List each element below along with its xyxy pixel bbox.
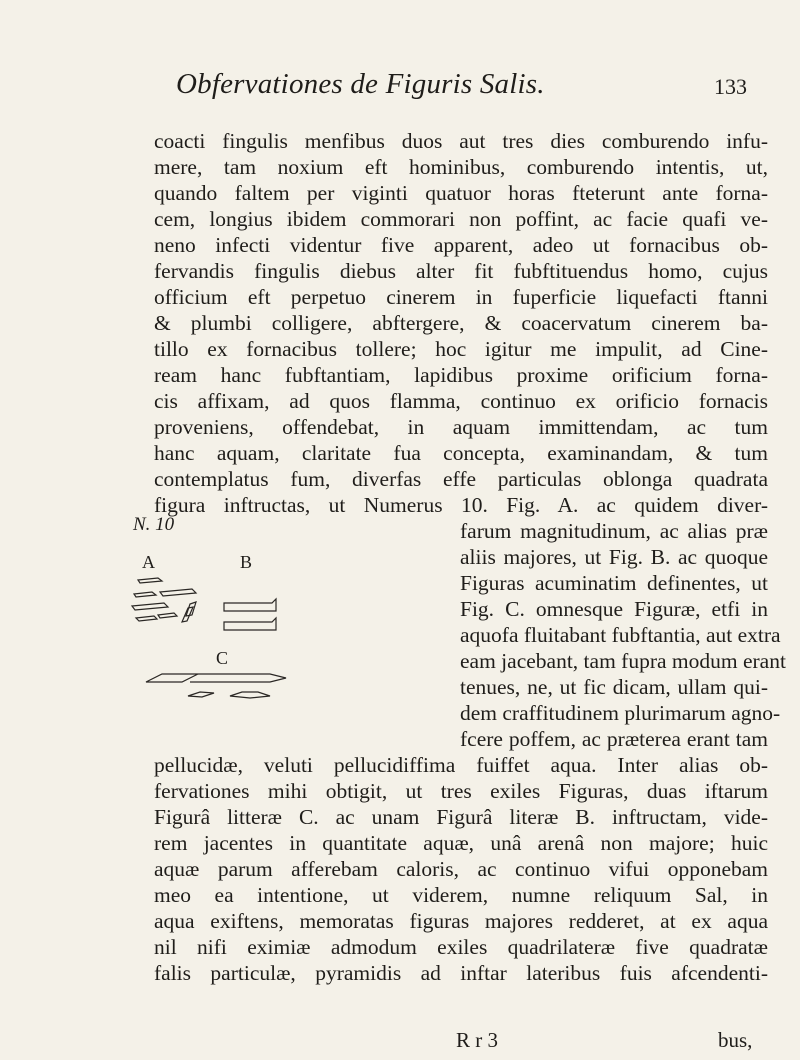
text-line: proveniens, offendebat, in aquam immittendam, ac tum — [154, 415, 768, 439]
figure-label-c: C — [216, 648, 229, 668]
text-line: Fig. C. omnesque Figuræ, etfi in — [460, 597, 768, 621]
running-title: Obfervationes de Figuris Salis. — [176, 68, 545, 100]
text-line: tenues, ne, ut fic dicam, ullam qui- — [460, 675, 768, 699]
text-line: aquofa fluitabant fubftantia, aut extra — [460, 623, 781, 647]
text-line: pellucidæ, veluti pellucidiffima fuiffet aqua. Inter alias ob- — [154, 753, 768, 777]
text-line: eam jacebant, tam fupra modum erant — [460, 649, 786, 673]
text-line: quando faltem per viginti quatuor horas fteterunt ante forna- — [154, 181, 768, 205]
salt-figure-illustration — [130, 530, 460, 700]
text-line: fervandis fingulis diebus alter fit fubftituendus homo, cujus — [154, 259, 768, 283]
text-line: dem craffitudinem plurimarum agno- — [460, 701, 781, 725]
text-line: & plumbi colligere, abftergere, & coacervatum cinerem ba- — [154, 311, 768, 335]
signature-mark: R r 3 — [456, 1028, 498, 1052]
text-line: nil nifi eximiæ admodum exiles quadrilateræ five quadratæ — [154, 935, 768, 959]
figure-label-a: A — [142, 552, 155, 572]
text-line: Figuras acuminatim definentes, ut — [460, 571, 768, 595]
text-line: aliis majores, ut Fig. B. ac quoque — [460, 545, 768, 569]
text-line: ream hanc fubftantiam, lapidibus proxime orificium forna- — [154, 363, 768, 387]
figure-label-b: B — [240, 552, 253, 572]
text-line: officium eft perpetuo cinerem in fuperficie liquefacti ftanni — [154, 285, 768, 309]
crystal-drawings — [130, 530, 460, 700]
page-number: 133 — [714, 74, 747, 99]
text-line: tillo ex fornacibus tollere; hoc igitur me impulit, ad Cine- — [154, 337, 768, 361]
text-line: meo ea intentione, ut viderem, numne reliquum Sal, in — [154, 883, 768, 907]
text-line: hanc aquam, claritate fua concepta, examinandam, & tum — [154, 441, 768, 465]
text-line: Figurâ litteræ C. ac unam Figurâ literæ B. inftructam, vide- — [154, 805, 768, 829]
text-line: fervationes mihi obtigit, ut tres exiles Figuras, duas iftarum — [154, 779, 768, 803]
margin-note: N. 10 — [133, 514, 175, 535]
text-line: farum magnitudinum, ac alias præ — [460, 519, 768, 543]
text-line: mere, tam noxium eft hominibus, comburendo intentis, ut, — [154, 155, 768, 179]
text-line: cem, longius ibidem commorari non poffint, ac facie quafi ve- — [154, 207, 768, 231]
text-line: fcere poffem, ac præterea erant tam — [460, 727, 768, 751]
text-line: falis particulæ, pyramidis ad inftar lateribus fuis afcendenti- — [154, 961, 768, 985]
catchword: bus, — [718, 1028, 753, 1052]
text-line: contemplatus fum, diverfas effe particulas oblonga quadrata — [154, 467, 768, 491]
text-line: rem jacentes in quantitate aquæ, unâ arenâ non majore; huic — [154, 831, 768, 855]
page-header — [0, 68, 800, 108]
text-line: aquæ parum afferebam caloris, ac continuo vifui opponebam — [154, 857, 768, 881]
text-line: coacti fingulis menfibus duos aut tres dies comburendo infu- — [154, 129, 768, 153]
text-line: aqua exiftens, memoratas figuras majores redderet, at ex aqua — [154, 909, 768, 933]
text-line: figura inftructas, ut Numerus 10. Fig. A. ac quidem diver- — [154, 493, 768, 517]
text-line: neno infecti videntur five apparent, adeo ut fornacibus ob- — [154, 233, 768, 257]
text-line: cis affixam, ad quos flamma, continuo ex orificio fornacis — [154, 389, 768, 413]
